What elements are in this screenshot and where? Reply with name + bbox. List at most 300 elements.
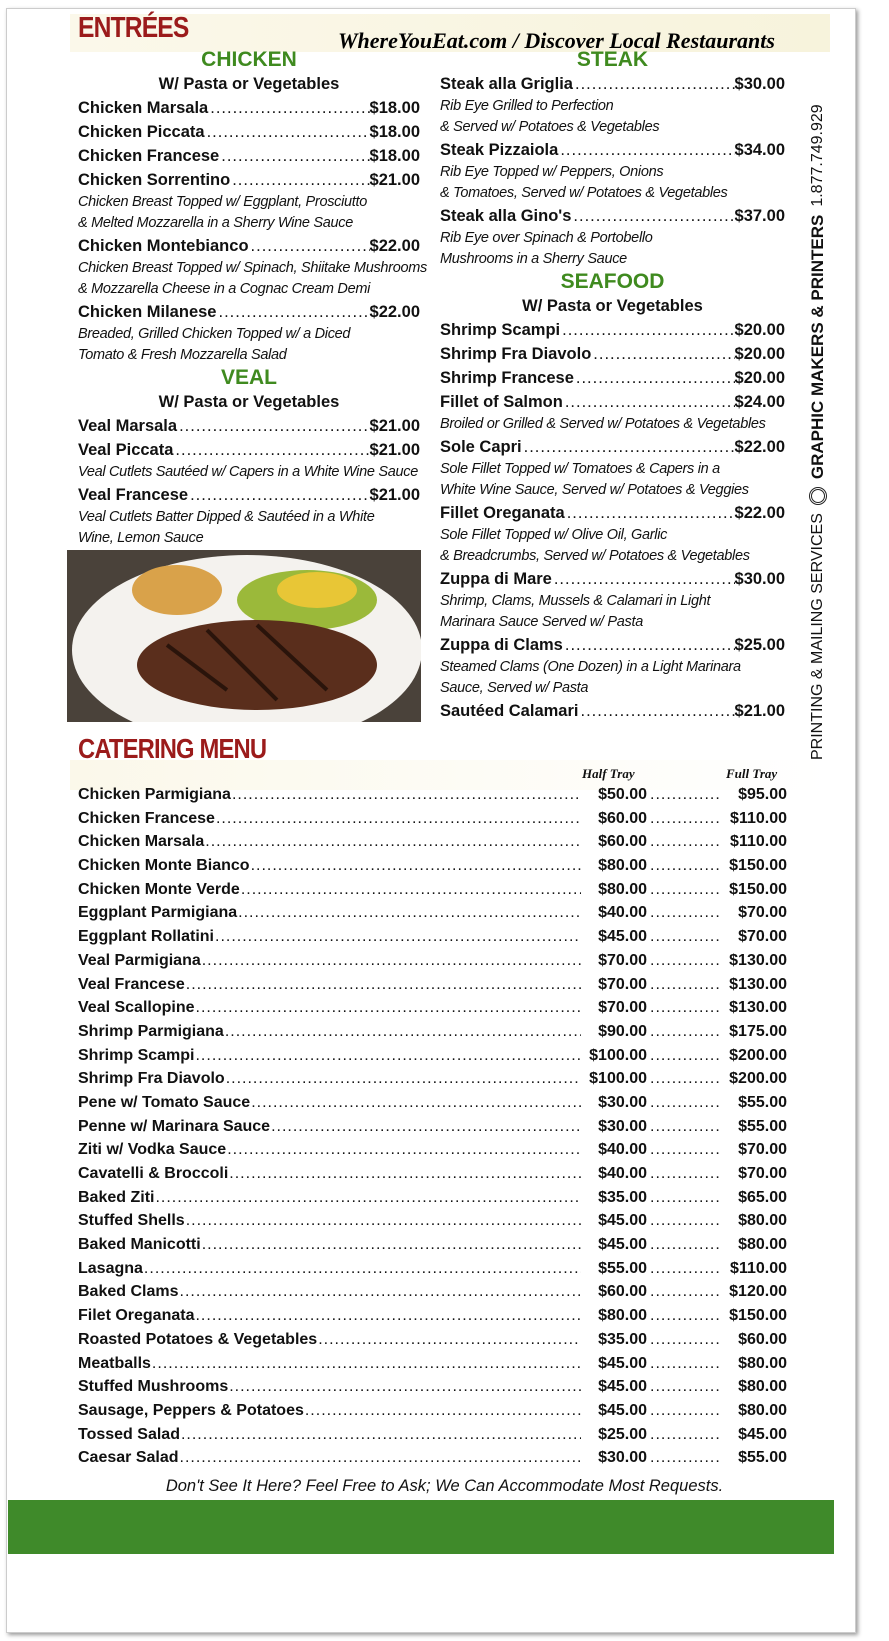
item-description: Rib Eye Grilled to Perfection — [440, 98, 614, 114]
catering-item-name: Caesar Salad — [78, 1449, 179, 1467]
dot-leader — [185, 1209, 581, 1233]
item-price: $21.00 — [369, 417, 420, 435]
dot-leader — [215, 807, 581, 831]
item-name: Shrimp Scampi — [440, 321, 561, 339]
catering-row — [78, 830, 787, 854]
half-tray-price: $80.00 — [598, 857, 647, 875]
catering-item-name: Stuffed Mushrooms — [78, 1378, 229, 1396]
dot-leader — [647, 1091, 721, 1115]
left-column — [78, 48, 427, 549]
menu-item — [78, 438, 420, 462]
dot-leader — [647, 1375, 721, 1399]
full-tray-price: $200.00 — [729, 1046, 787, 1064]
dot-leader — [647, 1209, 721, 1233]
catering-row — [78, 1186, 787, 1210]
catering-item-name: Veal Scallopine — [78, 999, 195, 1017]
dot-leader — [647, 1044, 721, 1068]
catering-row — [78, 1162, 787, 1186]
full-tray-price: $130.00 — [729, 975, 787, 993]
dot-leader — [647, 996, 721, 1020]
dot-leader — [304, 1399, 581, 1423]
item-price: $18.00 — [369, 123, 420, 141]
menu-item — [440, 390, 785, 414]
dot-leader — [143, 1257, 581, 1281]
printer-services: PRINTING & MAILING SERVICES — [809, 513, 826, 760]
item-price: $21.00 — [369, 441, 420, 459]
half-tray-price: $45.00 — [598, 1236, 647, 1254]
half-tray-price: $40.00 — [598, 904, 647, 922]
dot-leader — [647, 1257, 721, 1281]
item-name: Fillet of Salmon — [440, 393, 563, 411]
full-tray-price: $45.00 — [738, 1425, 787, 1443]
catering-item-name: Shrimp Parmigiana — [78, 1022, 224, 1040]
item-description: Tomato & Fresh Mozzarella Salad — [78, 347, 287, 363]
item-description: & Tomatoes, Served w/ Potatoes & Vegetables — [440, 185, 728, 201]
dot-leader — [647, 783, 721, 807]
half-tray-price: $45.00 — [598, 928, 647, 946]
half-tray-price: $35.00 — [598, 1188, 647, 1206]
half-tray-price: $55.00 — [598, 1259, 647, 1277]
dot-leader — [228, 1162, 581, 1186]
catering-row — [78, 1280, 787, 1304]
dot-leader — [560, 318, 734, 342]
catering-row — [78, 1233, 787, 1257]
full-tray-price: $175.00 — [729, 1022, 787, 1040]
dot-leader — [647, 901, 721, 925]
printer-phone: 1.877.749.929 — [809, 104, 826, 207]
catering-row — [78, 1328, 787, 1352]
catering-row — [78, 1446, 787, 1470]
menu-item — [78, 144, 420, 168]
dot-leader — [194, 1304, 581, 1328]
item-name: Steak Pizzaiola — [440, 141, 559, 159]
item-description: Sauce, Served w/ Pasta — [440, 680, 589, 696]
dot-leader — [249, 234, 370, 258]
dot-leader — [647, 1115, 721, 1139]
dot-leader — [237, 901, 581, 925]
dot-leader — [154, 1186, 581, 1210]
full-tray-price: $130.00 — [729, 951, 787, 969]
catering-item-name: Baked Clams — [78, 1283, 179, 1301]
catering-item-name: Ziti w/ Vodka Sauce — [78, 1141, 227, 1159]
full-tray-price: $150.00 — [729, 1307, 787, 1325]
menu-item — [78, 234, 420, 258]
catering-item-name: Veal Francese — [78, 975, 185, 993]
half-tray-price: $40.00 — [598, 1141, 647, 1159]
catering-item-name: Filet Oreganata — [78, 1307, 195, 1325]
item-name: Chicken Milanese — [78, 303, 217, 321]
catering-item-name: Sausage, Peppers & Potatoes — [78, 1401, 304, 1419]
half-tray-price: $70.00 — [598, 951, 647, 969]
dot-leader — [201, 1233, 581, 1257]
catering-title: CATERING MENU — [78, 733, 267, 764]
dot-leader — [250, 854, 581, 878]
catering-row — [78, 1257, 787, 1281]
item-price: $20.00 — [734, 321, 785, 339]
watermark: WhereYouEat.com / Discover Local Restaurants — [338, 28, 775, 53]
menu-item — [440, 501, 785, 525]
catering-item-name: Meatballs — [78, 1354, 151, 1372]
catering-item-name: Eggplant Parmigiana — [78, 904, 238, 922]
menu-item — [440, 633, 785, 657]
catering-row — [78, 854, 787, 878]
dot-leader — [647, 1423, 721, 1447]
half-tray-price: $45.00 — [598, 1212, 647, 1230]
dot-leader — [574, 366, 735, 390]
menu-item — [78, 168, 420, 192]
full-tray-price: $80.00 — [738, 1354, 787, 1372]
item-name: Zuppa di Mare — [440, 570, 552, 588]
catering-row — [78, 1091, 787, 1115]
catering-item-name: Tossed Salad — [78, 1425, 180, 1443]
section-subheading: W/ Pasta or Vegetables — [158, 393, 340, 411]
section-heading: STEAK — [576, 48, 649, 71]
half-tray-price: $40.00 — [598, 1165, 647, 1182]
catering-row — [78, 949, 787, 973]
dot-leader — [647, 878, 721, 902]
dot-leader — [179, 1446, 581, 1470]
half-tray-price: $30.00 — [598, 1117, 647, 1135]
item-name: Veal Francese — [78, 486, 189, 504]
full-tray-price: $55.00 — [738, 1449, 787, 1467]
item-name: Sautéed Calamari — [440, 702, 579, 720]
full-tray-price: $70.00 — [738, 904, 787, 922]
catering-item-name: Eggplant Rollatini — [78, 928, 214, 946]
dot-leader — [647, 854, 721, 878]
full-tray-price: $130.00 — [729, 999, 787, 1017]
catering-item-name: Veal Parmigiana — [78, 951, 201, 969]
menu-item — [440, 567, 785, 591]
item-description: Broiled or Grilled & Served w/ Potatoes & Vegetables — [440, 416, 766, 432]
dot-leader — [647, 1162, 721, 1186]
item-description: Wine, Lemon Sauce — [78, 530, 204, 546]
full-tray-price: $200.00 — [729, 1070, 787, 1088]
section-heading: CHICKEN — [201, 48, 297, 71]
full-tray-price: $55.00 — [738, 1117, 787, 1135]
catering-row — [78, 901, 787, 925]
item-description: & Mozzarella Cheese in a Cognac Cream Demi — [78, 281, 371, 297]
dot-leader — [185, 973, 581, 997]
menu-item — [78, 483, 420, 507]
dot-leader — [552, 567, 735, 591]
half-tray-price: $90.00 — [598, 1022, 647, 1040]
dot-leader — [204, 830, 581, 854]
half-tray-price: $60.00 — [598, 1283, 647, 1301]
catering-item-name: Chicken Monte Bianco — [78, 857, 250, 875]
catering-item-name: Shrimp Fra Diavolo — [78, 1070, 225, 1088]
full-tray-price: $55.00 — [738, 1093, 787, 1111]
dot-leader — [177, 414, 369, 438]
dot-leader — [647, 807, 721, 831]
item-description: Veal Cutlets Sautéed w/ Capers in a White Wine Sauce — [78, 464, 418, 480]
item-description: Rib Eye Topped w/ Peppers, Onions — [440, 164, 664, 180]
dot-leader — [216, 300, 369, 324]
full-tray-price: $80.00 — [738, 1378, 787, 1396]
item-name: Steak alla Griglia — [440, 75, 573, 93]
dot-leader — [201, 949, 581, 973]
item-description: Marinara Sauce Served w/ Pasta — [440, 614, 643, 630]
item-name: Veal Piccata — [78, 441, 174, 459]
dot-leader — [647, 1352, 721, 1376]
item-price: $22.00 — [734, 504, 785, 522]
right-column — [440, 48, 785, 723]
item-description: Chicken Breast Topped w/ Eggplant, Prosciutto — [78, 194, 368, 210]
catering-row — [78, 1020, 787, 1044]
catering-item-name: Stuffed Shells — [78, 1212, 185, 1230]
dot-leader — [188, 483, 369, 507]
item-description: Sole Fillet Topped w/ Tomatoes & Capers in a — [440, 461, 720, 477]
item-price: $37.00 — [734, 207, 785, 225]
item-name: Shrimp Francese — [440, 369, 574, 387]
item-price: $24.00 — [734, 393, 785, 411]
catering-item-name: Lasagna — [78, 1259, 143, 1277]
dot-leader — [647, 1186, 721, 1210]
dot-leader — [591, 342, 734, 366]
menu-item — [78, 120, 420, 144]
item-price: $22.00 — [734, 438, 785, 456]
section-subheading: W/ Pasta or Vegetables — [158, 75, 340, 93]
full-tray-price: $95.00 — [738, 786, 787, 803]
item-price: $30.00 — [734, 570, 785, 588]
dot-leader — [208, 96, 369, 120]
full-tray-header: Full Tray — [726, 766, 778, 781]
catering-row — [78, 973, 787, 997]
dot-leader — [647, 1446, 721, 1470]
half-tray-price: $50.00 — [598, 786, 647, 803]
catering-row — [78, 1399, 787, 1423]
half-tray-price: $100.00 — [589, 1046, 647, 1064]
item-name: Chicken Marsala — [78, 99, 209, 117]
item-price: $22.00 — [369, 237, 420, 255]
item-price: $21.00 — [369, 171, 420, 189]
dot-leader — [173, 438, 369, 462]
menu-item — [440, 204, 785, 228]
section-heading: VEAL — [220, 366, 277, 389]
green-footer-bar — [8, 1500, 834, 1554]
item-description: Steamed Clams (One Dozen) in a Light Marinara — [440, 659, 741, 675]
catering-row — [78, 1138, 787, 1162]
catering-row — [78, 1115, 787, 1139]
half-tray-price: $30.00 — [598, 1449, 647, 1467]
catering-row — [78, 1044, 787, 1068]
half-tray-price: $30.00 — [598, 1093, 647, 1111]
dot-leader — [194, 1044, 581, 1068]
menu-item — [440, 342, 785, 366]
catering-item-name: Roasted Potatoes & Vegetables — [78, 1330, 318, 1348]
footer-note: Don't See It Here? Feel Free to Ask; We Can Accommodate Most Requests. — [165, 1477, 724, 1495]
dot-leader — [180, 1423, 581, 1447]
catering-row — [78, 807, 787, 831]
catering-row — [78, 878, 787, 902]
dot-leader — [647, 830, 721, 854]
dot-leader — [219, 144, 369, 168]
section-subheading: W/ Pasta or Vegetables — [522, 297, 703, 315]
half-tray-price: $70.00 — [598, 999, 647, 1017]
item-description: White Wine Sauce, Served w/ Potatoes & Veggies — [440, 482, 749, 498]
half-tray-price: $70.00 — [598, 975, 647, 993]
item-price: $22.00 — [369, 303, 420, 321]
catering-row — [78, 925, 787, 949]
full-tray-price: $80.00 — [738, 1212, 787, 1230]
half-tray-price: $45.00 — [598, 1378, 647, 1396]
item-name: Shrimp Fra Diavolo — [440, 345, 592, 363]
dot-leader — [571, 204, 734, 228]
dot-leader — [205, 120, 370, 144]
dot-leader — [214, 925, 581, 949]
half-tray-price: $100.00 — [589, 1070, 647, 1088]
printer-brand: GRAPHIC MAKERS & PRINTERS — [808, 214, 827, 480]
steak-photo — [67, 550, 421, 722]
item-description: & Breadcrumbs, Served w/ Potatoes & Vegetables — [440, 548, 750, 564]
menu-item — [78, 96, 420, 120]
catering-item-name: Penne w/ Marinara Sauce — [78, 1117, 271, 1135]
item-description: Veal Cutlets Batter Dipped & Sautéed in a White — [78, 509, 375, 525]
dot-leader — [228, 1375, 581, 1399]
catering-row — [78, 1304, 787, 1328]
menu-item — [440, 138, 785, 162]
dot-leader — [565, 501, 735, 525]
dot-leader — [230, 168, 369, 192]
full-tray-price: $110.00 — [730, 809, 787, 827]
dot-leader — [647, 1280, 721, 1304]
half-tray-price: $60.00 — [598, 809, 647, 827]
item-description: Mushrooms in a Sherry Sauce — [440, 251, 627, 267]
item-price: $21.00 — [369, 486, 420, 504]
item-price: $18.00 — [369, 99, 420, 117]
dot-leader — [647, 1138, 721, 1162]
dot-leader — [647, 925, 721, 949]
menu-item — [78, 414, 420, 438]
item-name: Sole Capri — [440, 438, 522, 456]
item-description: & Served w/ Potatoes & Vegetables — [440, 119, 660, 135]
full-tray-price: $65.00 — [738, 1188, 787, 1206]
full-tray-price: $60.00 — [738, 1330, 787, 1348]
catering-item-name: Chicken Monte Verde — [78, 880, 240, 898]
menu-item — [440, 435, 785, 459]
catering-item-name: Baked Manicotti — [78, 1236, 201, 1254]
half-tray-header: Half Tray — [582, 766, 635, 781]
full-tray-price: $70.00 — [738, 1165, 787, 1182]
half-tray-price: $45.00 — [598, 1401, 647, 1419]
catering-row — [78, 1423, 787, 1447]
full-tray-price: $70.00 — [738, 928, 787, 946]
item-name: Veal Marsala — [78, 417, 178, 435]
entrees-title: ENTRÉES — [78, 12, 189, 44]
item-name: Zuppa di Clams — [440, 636, 563, 654]
dot-leader — [240, 878, 581, 902]
printer-credit — [808, 0, 828, 760]
catering-row — [78, 1067, 787, 1091]
dot-leader — [563, 390, 735, 414]
item-description: Sole Fillet Topped w/ Olive Oil, Garlic — [440, 527, 668, 543]
item-price: $18.00 — [369, 147, 420, 165]
full-tray-price: $120.00 — [729, 1283, 787, 1301]
dot-leader — [647, 1020, 721, 1044]
dot-leader — [573, 72, 735, 96]
item-description: Shrimp, Clams, Mussels & Calamari in Light — [440, 593, 711, 609]
full-tray-price: $80.00 — [738, 1236, 787, 1254]
item-name: Chicken Sorrentino — [78, 171, 231, 189]
dot-leader — [270, 1115, 581, 1139]
full-tray-price: $150.00 — [729, 857, 787, 875]
catering-list — [78, 783, 787, 1470]
menu-item — [440, 72, 785, 96]
item-price: $34.00 — [734, 141, 785, 159]
catering-row — [78, 783, 787, 807]
dot-leader — [647, 1233, 721, 1257]
full-tray-price: $110.00 — [730, 833, 787, 851]
item-name: Chicken Francese — [78, 147, 220, 165]
menu-item — [440, 366, 785, 390]
catering-row — [78, 1209, 787, 1233]
item-name: Fillet Oreganata — [440, 504, 565, 522]
dot-leader — [195, 996, 582, 1020]
full-tray-price: $70.00 — [738, 1141, 787, 1159]
catering-item-name: Chicken Marsala — [78, 833, 205, 851]
item-description: Rib Eye over Spinach & Portobello — [440, 230, 653, 246]
menu-item — [78, 300, 420, 324]
full-tray-price: $150.00 — [729, 880, 787, 898]
half-tray-price: $35.00 — [598, 1330, 647, 1348]
menu-item — [440, 699, 785, 723]
dot-leader — [224, 1020, 581, 1044]
dot-leader — [647, 1304, 721, 1328]
half-tray-price: $60.00 — [598, 833, 647, 851]
item-description: & Melted Mozzarella in a Sherry Wine Sauce — [78, 215, 353, 231]
dot-leader — [226, 1138, 581, 1162]
dot-leader — [578, 699, 734, 723]
half-tray-price: $80.00 — [598, 1307, 647, 1325]
catering-item-name: Chicken Francese — [78, 809, 215, 827]
half-tray-price: $80.00 — [598, 880, 647, 898]
dot-leader — [151, 1352, 581, 1376]
dot-leader — [647, 973, 721, 997]
item-price: $21.00 — [734, 702, 785, 720]
item-name: Steak alla Gino's — [440, 207, 572, 225]
item-name: Chicken Piccata — [78, 123, 205, 141]
catering-item-name: Baked Ziti — [78, 1188, 155, 1206]
catering-row — [78, 1352, 787, 1376]
item-description: Chicken Breast Topped w/ Spinach, Shiitake Mushrooms — [78, 260, 427, 276]
dot-leader — [522, 435, 735, 459]
dot-leader — [250, 1091, 581, 1115]
half-tray-price: $45.00 — [598, 1354, 647, 1372]
catering-item-name: Cavatelli & Broccoli — [78, 1165, 229, 1182]
catering-item-name: Chicken Parmigiana — [78, 786, 231, 803]
section-heading: SEAFOOD — [560, 270, 665, 293]
dot-leader — [225, 1067, 581, 1091]
menu-item — [440, 318, 785, 342]
catering-item-name: Pene w/ Tomato Sauce — [78, 1093, 251, 1111]
half-tray-price: $25.00 — [598, 1425, 647, 1443]
dot-leader — [563, 633, 735, 657]
full-tray-price: $80.00 — [738, 1401, 787, 1419]
dot-leader — [317, 1328, 581, 1352]
item-price: $20.00 — [734, 345, 785, 363]
dot-leader — [647, 1067, 721, 1091]
item-price: $20.00 — [734, 369, 785, 387]
item-description: Breaded, Grilled Chicken Topped w/ a Diced — [78, 326, 351, 342]
full-tray-price: $110.00 — [730, 1259, 787, 1277]
item-price: $30.00 — [734, 75, 785, 93]
dot-leader — [647, 949, 721, 973]
dot-leader — [647, 1399, 721, 1423]
item-name: Chicken Montebianco — [78, 237, 249, 255]
dot-leader — [179, 1280, 582, 1304]
catering-row — [78, 1375, 787, 1399]
catering-item-name: Shrimp Scampi — [78, 1046, 195, 1064]
dot-leader — [647, 1328, 721, 1352]
